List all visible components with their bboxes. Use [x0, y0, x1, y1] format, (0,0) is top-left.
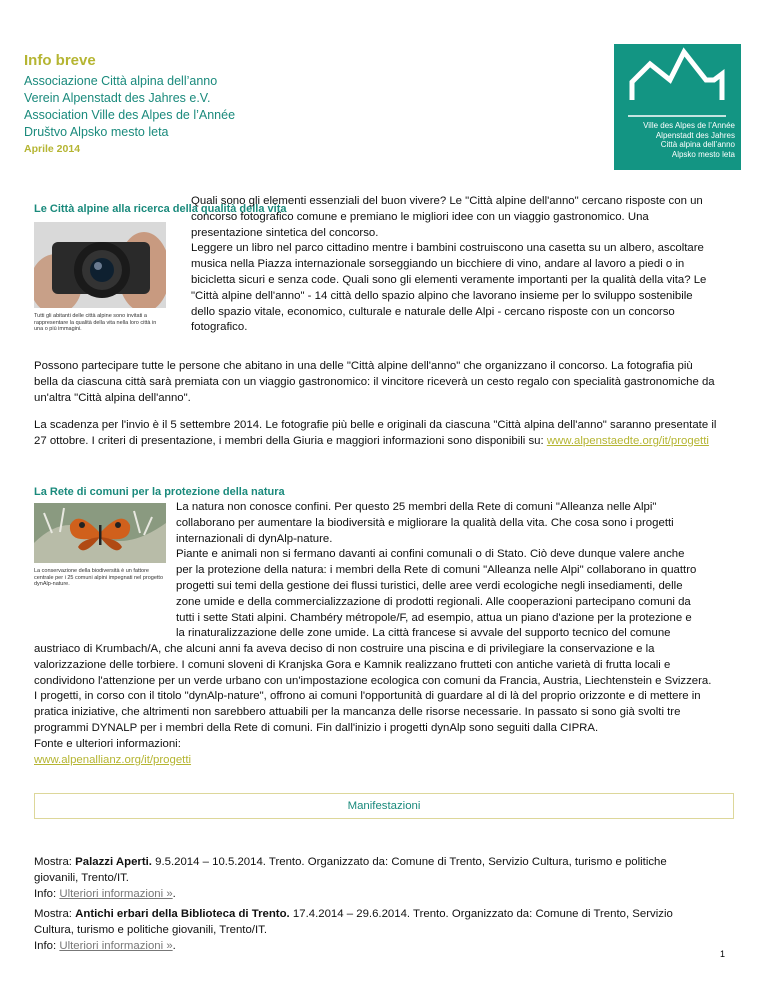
text-line: un'altra "Città alpina dell'anno".	[34, 391, 191, 404]
text-line: fotografico.	[191, 321, 248, 334]
event-item	[34, 855, 734, 902]
event-title: Palazzi Aperti.	[75, 856, 152, 868]
text-line: Quali sono gli elementi essenziali del buon vivere? Le "Città alpine dell'anno" cercano risposte con un	[191, 195, 703, 207]
text-line	[34, 887, 734, 903]
text-line: Leggere un libro nel parco cittadino mentre i bambini costruiscono una casetta su un albero, ascoltare	[191, 242, 704, 255]
text-line: I progetti, in corso con il titolo "dynAlp-nature", offrono ai comuni l'opportunità di guardare al di là del proprio orizzonte e di mettere in	[34, 690, 701, 703]
logo-line: Alpsko mesto leta	[671, 149, 735, 159]
event-title: Antichi erbari della Biblioteca di Trento.	[75, 908, 290, 920]
camera-photo	[34, 222, 166, 308]
text-line: condividono l'attenzione per un verde urbano con un'impostazione ecologica con comuni da Francia, Austria, Liechtenstein e Svizzera.	[34, 674, 712, 687]
section2-side-text	[176, 500, 741, 642]
text-line: la rinaturalizzazione delle zone umide. La città francese si avvale del supporto tecnico del comune	[176, 627, 671, 640]
text-line: La natura non conosce confini. Per questo 25 membri della Rete di comuni "Alleanza nelle Alpi"	[176, 501, 657, 513]
text-line	[34, 907, 734, 923]
text-line: "Città alpine dell'anno" - 14 città dello spazio alpino che lavorano insieme per lo sviluppo sostenibile	[191, 289, 693, 302]
text-line: bella da ciascuna città sarà premiata con un viaggio gastronomico: il vincitore riceverà un cesto regalo con specialità gastronomiche da	[34, 375, 715, 388]
page-number: 1	[720, 949, 726, 959]
logo-line: Città alpina dell’anno	[660, 140, 735, 149]
text-line: dello spazio vitale, economico, culturale e naturale delle Alpi - cercano risposte con un concorso	[191, 305, 675, 318]
event-item	[34, 907, 734, 954]
association-names	[24, 73, 235, 141]
association-name-sl: Društvo Alpsko mesto leta	[24, 125, 169, 139]
text-line: pratica iniziative, che altrimenti non sarebbero attuabili per la mancanza delle risorse necessarie. In passato si sono già svolti tre	[34, 706, 681, 719]
section1-paragraph-3	[34, 418, 739, 450]
more-info-link[interactable]: Ulteriori informazioni »	[59, 939, 173, 952]
newsletter-title: Info breve	[24, 52, 96, 69]
text-line: collaborano per aumentare la biodiversità e migliorare la qualità della vita. Che cosa sono i progetti	[176, 516, 674, 529]
info-label: Info:	[34, 887, 60, 900]
section1-paragraph-2	[34, 359, 739, 406]
alpenallianz-link[interactable]: www.alpenallianz.org/it/progetti	[34, 753, 192, 766]
text-line: per la protezione della natura: i membri della Rete di comuni "Alleanza nelle Alpi" collaborano in quattro	[176, 564, 697, 577]
text-line: tutti i sette Stati alpini. Chambéry métropole/F, ad esempio, attua un piano d'azione per la protezione e	[176, 611, 692, 624]
event-details: 17.4.2014 – 29.6.2014. Trento. Organizzato da: Comune di Trento, Servizio	[289, 908, 673, 920]
section1-intro	[191, 194, 736, 336]
association-name-it: Associazione Città alpina dell’anno	[24, 74, 218, 88]
text-line: zone umide e della commercializzazione di prodotti regionali. Alle cooperazioni partecipano comuni da	[176, 595, 691, 608]
text-line: progetti sui temi della gestione dei flussi turistici, delle aree verdi ecologiche negli insediamenti, delle	[176, 579, 683, 592]
issue-date: Aprile 2014	[24, 143, 81, 155]
logo-text	[614, 121, 741, 159]
text-line: bicicletta sicuri e senza code. Quali sono gli elementi veramente importanti per la qualità della vita? Le	[191, 273, 707, 286]
text-line: presentazione sintetica del concorso.	[191, 226, 379, 239]
photo-caption: La conservazione della biodiversità è un fattore centrale per i 25 comuni alpini impegnati nel progetto dynAlp-nature.	[34, 568, 164, 587]
event-details: 9.5.2014 – 10.5.2014. Trento. Organizzato da: Comune di Trento, Servizio Cultura, turismo e politiche	[151, 856, 667, 868]
alpenstaedte-link[interactable]: www.alpenstaedte.org/it/progetti	[546, 434, 709, 447]
logo-line: Ville des Alpes de l’Année	[643, 121, 735, 130]
photo-caption: Tutti gli abitanti delle città alpine sono invitati a rappresentare la qualità della vita nella loro città in una o più immagini.	[34, 313, 157, 332]
text-line: programmi DYNALP per i membri della Rete di comuni. Fin dall'inizio i progetti dynAlp sono seguiti dalla CIPRA.	[34, 721, 599, 734]
text-line: Fonte e ulteriori informazioni:	[34, 737, 181, 750]
text-line: Possono partecipare tutte le persone che abitano in una delle "Città alpine dell'anno" che organizzano il concorso. La fotografia più	[34, 360, 693, 372]
section2-full-text	[34, 642, 739, 768]
text-line: concorso fotografico comune e premiano le migliori idee con un viaggio gastronomico. Una	[191, 210, 649, 223]
text-line: Piante e animali non si fermano davanti ai confini comunali o di Stato. Ciò deve dunque valere anche	[176, 548, 685, 561]
text-line: Cultura, turismo e politiche giovanili, Trento/IT.	[34, 923, 267, 936]
camera-photo-icon	[34, 222, 166, 308]
text-line	[34, 753, 739, 769]
more-info-link[interactable]: Ulteriori informazioni »	[59, 887, 173, 900]
text-line	[34, 855, 734, 871]
butterfly-photo	[34, 503, 166, 563]
text-line	[34, 939, 734, 955]
section-title-nature-network: La Rete di comuni per la protezione della natura	[34, 486, 285, 498]
butterfly-photo-icon	[34, 503, 166, 563]
text-line: austriaco di Krumbach/A, che alcuni anni fa aveva deciso di non costruire una piscina e di privilegiare la conservazione e la	[34, 643, 655, 655]
text-span: 27 ottobre. I criteri di presentazione, i membri della Giuria e maggiori informazioni sono disponibili su:	[34, 434, 547, 447]
association-name-fr: Association Ville des Alpes de l’Année	[24, 108, 236, 122]
section-title-quality-of-life: Le Città alpine alla ricerca della qualità della vita	[34, 203, 287, 215]
text-line: La scadenza per l'invio è il 5 settembre 2014. Le fotografie più belle e originali da ciascuna "Città alpina dell'anno" saranno presentate il	[34, 419, 717, 431]
events-heading-box: Manifestazioni	[34, 793, 734, 819]
text-span: .	[172, 939, 176, 952]
event-type: Mostra:	[34, 856, 76, 868]
text-line	[34, 434, 739, 450]
text-line: valorizzazione delle torbiere. I comuni sloveni di Kranjska Gora e Kamnik realizzano frutteti con antiche varietà di frutta locali e	[34, 658, 671, 671]
event-type: Mostra:	[34, 908, 76, 920]
association-name-de: Verein Alpenstadt des Jahres e.V.	[24, 91, 211, 105]
text-line: giovanili, Trento/IT.	[34, 871, 129, 884]
logo-line: Alpenstadt des Jahres	[655, 130, 735, 140]
text-span: .	[172, 887, 176, 900]
text-line: musica nella Piazza internazionale sorseggiando un bicchiere di vino, andare al lavoro a piedi o in	[191, 258, 685, 271]
text-line: internazionali di dynAlp-nature.	[176, 532, 333, 545]
info-label: Info:	[34, 939, 60, 952]
